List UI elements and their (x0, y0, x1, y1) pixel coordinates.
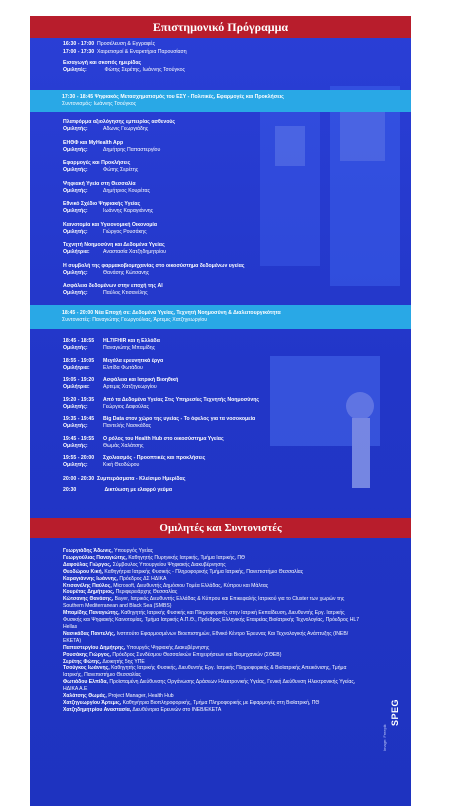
speaker-row (63, 384, 157, 391)
talk-title: Ψηφιακή Υγεία στη Θεσσαλία (63, 180, 136, 187)
talk-title: Εθνικό Σχέδιο Ψηφιακής Υγείας (63, 201, 141, 207)
speaker-entry (63, 548, 363, 555)
speaker-entry-desc: Υπουργός Υγείας (114, 548, 154, 554)
speaker-row (63, 67, 185, 74)
speaker-entry (63, 631, 363, 645)
speaker-name: Θανάσης Κώτσανης (103, 269, 150, 276)
schedule-row (63, 476, 185, 483)
title: Προσέλευση & Εγγραφές (97, 41, 156, 47)
schedule-row (63, 338, 160, 345)
speaker-entry-desc: Πρόεδρος Συνδέσμου Θεσσαλικών Επιχειρήσεων και Βιομηχανιών (ΣΘΕΒ) (112, 651, 282, 658)
speaker-name: Φώτης Σερέτης, Ιωάννης Τσούγκος (104, 67, 185, 73)
title: Ο ρόλος του Health Hub στο οικοσύστημα Υγείας (103, 435, 224, 442)
speaker-label: Ομιλητής: (63, 208, 88, 214)
speaker-label: Ομιλητής: (63, 146, 88, 153)
speaker-entry-name: Γεωργούλιας Παναγιώτης, (63, 554, 127, 561)
speaker-row (63, 188, 150, 195)
title: Δικτύωση με ελαφρύ γεύμα (104, 487, 173, 493)
speaker-entry-desc: Project Manager, Health Hub (108, 693, 174, 700)
session-band (30, 90, 411, 112)
time: 16:30 - 17:00 (63, 41, 95, 47)
speaker-entry (63, 596, 363, 610)
title: Ασφάλεια και Ιατρική Βιοηθική (103, 377, 179, 383)
speaker-entry-desc: Πρόεδρος ΔΣ ΗΔΙΚΑ (119, 575, 167, 582)
speaker-entry-name: Θεοδώρου Κική, (63, 568, 103, 575)
speaker-entry (63, 562, 363, 569)
speaker-row (63, 147, 160, 154)
speaker-row (63, 462, 139, 469)
talk-title: Ασφάλεια δεδομένων στην εποχή της AI (63, 283, 163, 289)
speg-logo: SPEG (390, 698, 400, 726)
speaker-entry (63, 569, 363, 576)
speaker-entry-name: Ρουσάκης Γιώργος, (63, 651, 111, 658)
speaker-label: Ομιλητής: (63, 403, 88, 410)
speaker-label: Ομιλητής: (63, 167, 88, 173)
band-title: 18:45 - 20:00 Νέα Εποχή σε: Δεδομένα Υγείας, Τεχνητή Νοημοσύνη & Διαλειτουργικότητα (62, 310, 281, 316)
speaker-name: Αρτεμις Χατζηγεωργίου (103, 384, 157, 390)
speaker-name: Αδωνις Γεωργιάδης (103, 126, 149, 132)
speaker-entry-desc: Προϊσταμένη Διεύθυνσης Οργάνωσης Δράσεων Ηλεκτρονικής Υγείας, Γενική Διεύθυνση Ηλεκτρονικής Υγείας, ΗΔΙΚΑ Α.Ε (63, 679, 356, 693)
speaker-entry-desc: Καθηγητής Ιατρικής Φυσικής, Διευθυντής Εργ. Ιατρικής Πληροφορικής & Βιοϊατρικής Απεικόνισης, Τμήμα Ιατρικής, Πανεπιστήμιο Θεσσαλίας (63, 665, 347, 679)
talk-title: Η συμβολή της φαρμακοβιομηχανίας στο οικοσύστημα δεδομένων υγείας (63, 262, 245, 269)
speaker-label: Ομιλητής: (63, 228, 88, 235)
speaker-row (63, 249, 166, 256)
speakers-text (63, 548, 363, 714)
speaker-entry-name: Μπαμίδης Παναγιώτης, (63, 610, 120, 617)
speaker-label: Ομιλήτρια: (63, 364, 90, 371)
speaker-row (63, 208, 153, 215)
speaker-entry-desc: Υπουργός Ψηφιακής Διακυβέρνησης (126, 644, 210, 651)
speaker-row (63, 167, 138, 174)
speaker-entry-name: Καραγιάννης Ιωάννης, (63, 575, 118, 582)
speaker-label: Ομιλητής: (63, 187, 88, 194)
speaker-entry-desc: Διοικητής 5ης ΥΠΕ (102, 658, 145, 665)
speaker-name: Ελπίδα Φωτάδου (103, 364, 143, 371)
speaker-name: Γιώργος Ρουσάκης (103, 228, 147, 235)
speaker-label: Ομιλητής: (63, 126, 88, 132)
schedule-row (63, 49, 187, 56)
speaker-entry-name: Φωτιάδου Ελπίδα, (63, 679, 108, 686)
schedule-row (63, 397, 259, 404)
speaker-entry (63, 610, 363, 631)
speaker-name: Θωμάς Χαλάτσης (103, 442, 144, 449)
speaker-entry-name: Κτισανέλης Παύλος, (63, 582, 112, 589)
speaker-name: Ιωάννης Καραγιάννης (103, 208, 154, 214)
title: Big Data στον χώρο της υγείας - Το όφελος για τα νοσοκομεία (103, 416, 256, 422)
schedule-row (63, 41, 155, 48)
talk-title: Πλατφόρμα αξιολόγησης εμπειρίας ασθενούς (63, 119, 176, 125)
schedule-row (63, 377, 178, 384)
talk-title: Εφαρμογές και Προκλήσεις (63, 160, 131, 166)
speaker-entry-name: Παπαστεργίου Δημήτρης, (63, 644, 126, 651)
time: 17:00 - 17:30 (63, 49, 95, 55)
speaker-name: Παντελής Νασικάδας (103, 423, 152, 429)
speaker-entry (63, 707, 363, 714)
speaker-row (63, 229, 147, 236)
time: 19:55 - 20:00 (63, 455, 95, 461)
time: 20:30 (63, 487, 77, 493)
speaker-label: Ομιλητές: (63, 67, 87, 73)
speaker-name: Φώτης Σερέτης (103, 167, 139, 173)
speaker-entry-desc: Καθηγητής Ιατρικής Φυσικής και Πληροφορικής στην Ιατρική Εκπαίδευση, Διευθυντής Εργ. Ιατρικής Φυσικής και Ψηφιακής Καινοτομίας, Τμήμα Ιατρικής Α.Π.Θ., Πρόεδρος Ελληνικής Εταιρείας Βιοϊατρικής Τεχνολογίας, Πρόεδρος HL7 Hellas (63, 610, 360, 630)
speaker-row (63, 270, 149, 277)
talk-title: Εισαγωγή και σκοπός ημερίδας (63, 60, 142, 66)
speaker-entry (63, 576, 363, 583)
title: Από τα Δεδομένα Υγείας Στις Υπηρεσίες Τεχνητής Νοημοσύνης (103, 396, 260, 403)
speaker-entry-name: Τσούγκος Ιωάννης, (63, 665, 110, 672)
speaker-row (63, 443, 144, 450)
speaker-entry-desc: Microsoft, Διευθυντής Δημόσιου Τομέα Ελλάδας, Κύπρου και Μάλτας (113, 582, 269, 589)
speaker-entry-name: Χαλάτσης Θωμάς, (63, 693, 107, 700)
talk-title: ΕΗΘΦ και MyHealth App (63, 139, 124, 146)
speaker-entry (63, 555, 363, 562)
speaker-label: Ομιλητής: (63, 269, 88, 276)
speaker-label: Ομιλήτρια: (63, 249, 90, 255)
speaker-entry (63, 700, 363, 707)
title: Μεγάλα ερευνητικά έργα (103, 357, 164, 364)
time: 20:00 - 20:30 (63, 476, 95, 482)
speaker-name: Κική Θεοδώρου (103, 462, 140, 468)
speaker-name: Γεώργιος Δαφούλας (103, 403, 150, 410)
speaker-entry-desc: Καθηγήτρια Βιοπληροφορικής, Τμήμα Πληροφορικής με Εφαρμογές στη Βιοϊατρική, ΠΘ (122, 699, 320, 706)
speaker-label: Ομιλητής: (63, 290, 88, 296)
speaker-label: Ομιλήτρια: (63, 384, 90, 390)
speaker-entry-desc: Περιφερειάρχης Θεσσαλίας (115, 589, 178, 596)
speaker-label: Ομιλητής: (63, 423, 88, 429)
title: HL7/FHIR και η Ελλάδα (103, 338, 160, 344)
speaker-entry (63, 679, 363, 693)
speaker-row (63, 126, 148, 133)
time: 18:55 - 19:05 (63, 357, 95, 364)
speaker-name: Παύλος Κτισανέλης (103, 290, 148, 296)
schedule-row (63, 455, 205, 462)
time: 19:05 - 19:20 (63, 377, 95, 383)
title: Συμπεράσματα - Κλείσιμο Ημερίδας (97, 476, 186, 482)
band-moderators: Συντονιστές: Παναγιώτης Γεωργούλιας, Άρτεμις Χατζηγεωργίου (62, 317, 208, 323)
band-moderator: Συντονισμός: Ιωάννης Τσούγκος (62, 101, 137, 107)
speaker-row (63, 423, 151, 430)
speaker-entry-name: Χατζηγεωργίου Άρτεμις, (63, 699, 122, 706)
speaker-entry-name: Κουρέτας Δημήτριος, (63, 589, 115, 596)
speaker-name: Δημήτρης Παπαστεργίου (103, 146, 161, 153)
speaker-entry (63, 645, 363, 652)
session-band (30, 305, 411, 329)
speaker-entry-name: Γεωργιάδης Άδωνις, (63, 548, 113, 554)
time: 18:45 - 18:55 (63, 338, 95, 344)
schedule-row (63, 487, 172, 494)
schedule-row (63, 358, 163, 365)
speaker-name: Παναγιώτης Μπαμίδης (103, 345, 156, 351)
time: 19:45 - 19:55 (63, 435, 95, 442)
title: Χαιρετισμοί & Εναρκτήρια Παρουσίαση (97, 49, 187, 55)
speaker-entry-desc: Σύμβουλος Υπουργείου Ψηφιακής Διακυβέρνησης (112, 561, 226, 568)
speaker-entry-desc: Bayer, Ιατρικός Διευθυντής Ελλάδας & Κύπρου και Επικεφαλής Ιατρικού για το Cluster των χωρών της Southern Mediterranean and Black Sea (SMBS) (63, 596, 345, 610)
talk-title: Τεχνητή Νοημοσύνη και Δεδομένα Υγείας (63, 242, 165, 248)
program-title: Επιστημονικό Πρόγραμμα (30, 16, 411, 38)
speaker-entry-name: Σερέτης Φώτης, (63, 658, 102, 665)
speaker-entry-name: Δαφούλας Γιώργος, (63, 561, 112, 568)
band-title: 17:30 - 18:45 Ψηφιακός Μετασχηματισμός του ΕΣΥ - Πολιτικές, Εφαρμογές και Προκλήσεις (62, 94, 284, 100)
title: Σχολιασμός - Προοπτικές και προκλήσεις (103, 455, 206, 461)
speaker-entry-name: Κώτσανης Θανάσης, (63, 596, 114, 603)
speaker-row (63, 365, 143, 372)
speaker-label: Ομιλητής: (63, 345, 88, 351)
speaker-label: Ομιλητής: (63, 462, 88, 468)
speaker-row (63, 404, 149, 411)
speaker-entry-desc: Καθηγητής Πυρηνικής Ιατρικής, Τμήμα Ιατρικής, ΠΘ (128, 554, 245, 561)
speaker-entry (63, 652, 363, 659)
schedule-row (63, 436, 224, 443)
time: 19:35 - 19:45 (63, 416, 95, 422)
speakers-title: Ομιλητές και Συντονιστές (30, 518, 411, 538)
schedule-row (63, 416, 255, 423)
speaker-entry-name: Χατζηδημητρίου Αναστασία, (63, 706, 132, 713)
speaker-entry-desc: Καθηγήτρια Ιατρικής Φυσικής - Πληροφορικής Τμήμα Ιατρικής, Πανεπιστήμιο Θεσσαλίας (104, 568, 304, 575)
speaker-entry (63, 693, 363, 700)
speaker-entry-name: Νασικάδας Παντελής, (63, 630, 116, 637)
speaker-entry (63, 665, 363, 679)
talk-title: Καινοτομία και Υγειονομική Οικονομία (63, 221, 158, 228)
speaker-name: Δημήτριος Κουρέτας (103, 187, 151, 194)
speaker-label: Ομιλητής: (63, 442, 88, 449)
speaker-row (63, 345, 155, 352)
speaker-name: Αναστασία Χατζηδημητρίου (103, 249, 166, 255)
speaker-row (63, 290, 148, 297)
speaker-entry-desc: Διευθύντρια Ερευνών στο INEB/ΕΚΕΤΑ (132, 706, 222, 713)
image-credit: Image: Freepik (382, 724, 387, 751)
time: 19:20 - 19:35 (63, 396, 95, 403)
speaker-entry-desc: Ινστιτούτο Εφαρμοσμένων Βιοεπιστημών, Εθνικό Κέντρο Έρευνας Και Τεχνολογικής Ανάπτυξης (INEB/ΕΚΕΤΑ) (63, 630, 349, 644)
program-poster (30, 16, 411, 806)
